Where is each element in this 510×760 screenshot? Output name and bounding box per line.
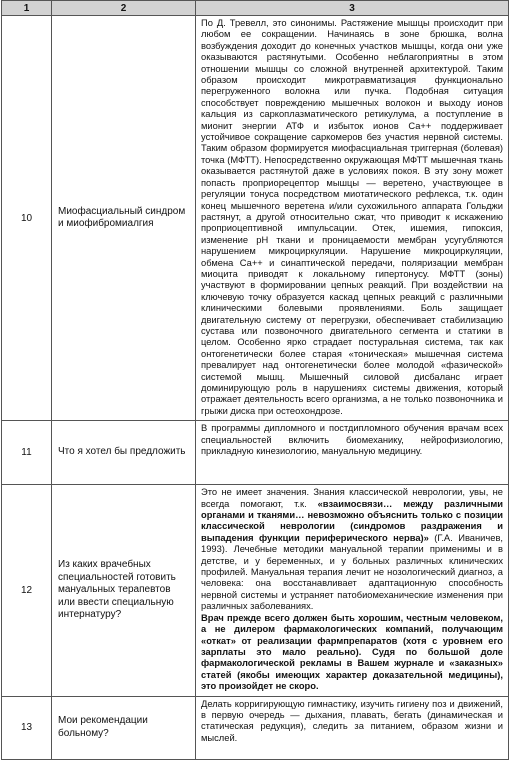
- row-answer: В программы дипломного и постдипломного обучения врачам всех специальностей включить биомеханику, нейрофизиологию, прикладную кинезиологию, мануальную медицину.: [196, 421, 509, 485]
- row-question: Миофасциальный синдром и миофибромиалгия: [52, 16, 196, 421]
- row-question: Что я хотел бы предложить: [52, 421, 196, 485]
- row-answer: По Д. Тревелл, это синонимы. Растяжение мышцы происходит при любом ее сокращении. Начинаясь в зоне брюшка, волна возбуждения доходит до конечных участков мышцы, когда они уже оказываются растянутыми. Особенно неблагоприятны в этом отношении мышцы со сложной внутренней архитектурой. Таким образом происходит микротравматизация функционально перегруженного волокна или пучка. Подобная ситуация способствует повреждению мышечных волокон и выходу ионов кальция из саркоплазматического ретикулума, а поступление в мионит энергии АТФ и избыток ионов Са++ поддерживает устойчивое сокращение саркомеров без участия нервной системы. Таким образом формируется миофасциальная триггерная (болевая) точка (МФТТ). Непосредственно окружающая МФТТ мышечная ткань оказывается растянутой даже в условиях покоя. В эту зону может попасть проприорецептор мышцы — веретено, участвующее в регуляции тонуса посредством миотатического рефлекса, т.к. один конец мышечного веретена и/или сухожильного аппарата Гольджи растянут, а другой относительно сжат, что приводит к искажению проприоцептивной импульсации. Отек, ишемия, гипоксия, изменение рН ткани и проницаемости мембран усугубляются нарушением микроциркуляции. Нарушение микроциркуляции, обмена Са++ и синаптической передачи, поляризации мембран миоцита приводят к локальному гипертонусу. МФТТ (зоны) участвуют в формировании цепных реакций. При воздействии на ключевую точку образуется каскад цепных реакций с различными клиническими болевыми проявлениями. Боль защищает двигательную систему от перегрузки, обеспечивает стабилизацию сустава или позвоночного двигательного сегмента и статики в целом. Особенно ярко страдает постуральная система, так как онтогенетически более старая «тоническая» мышечная система превалирует над онтогенетически более молодой «фазической» системой мышц. Мышечный силовой дисбаланс играет доминирующую роль в нарушениях системы движения, который отражает деятельность всего организма, а не только позвоночника и грыжи диска при остеохондрозе.: [196, 16, 509, 421]
- header-row: [2, 1, 509, 16]
- header-col-3: 3: [196, 1, 509, 16]
- row-number: 12: [2, 485, 52, 696]
- row-number: 11: [2, 421, 52, 485]
- row-number: 10: [2, 16, 52, 421]
- table-row: [2, 485, 509, 696]
- row-number: 13: [2, 696, 52, 759]
- table-row: [2, 421, 509, 485]
- row-answer: [196, 485, 509, 696]
- answer-bold-text: Врач прежде всего должен быть хорошим, честным человеком, а не дилером фармакологических компаний, получающим «откат» от реализации фармпрепаратов (хотя с уровнем его зарплаты это мало реально). Судя по большой доле фармакологической рекламы в Вашем журнале и «заказных» статей (якобы имеющих характер доказательной медицины), это произойдет не скоро.: [201, 612, 503, 692]
- qa-table: [1, 0, 509, 760]
- row-answer: Делать корригирующую гимнастику, изучить гигиену поз и движений, в первую очередь — дыхания, плавать, бегать (динамическая и статическая редукция), следить за питанием, образом жизни и мыслей.: [196, 696, 509, 759]
- header-col-1: 1: [2, 1, 52, 16]
- table-row: [2, 696, 509, 759]
- header-col-2: 2: [52, 1, 196, 16]
- answer-text: Это не имеет значения. Знания классической неврологии, увы, не всегда помогают, т.к.: [201, 487, 503, 509]
- row-question: Из каких врачебных специальностей готовить мануальных терапевтов или ввести специальную интернатуру?: [52, 485, 196, 696]
- answer-paragraph: [201, 487, 503, 612]
- row-question: Мои рекомендации больному?: [52, 696, 196, 759]
- table-row: [2, 16, 509, 421]
- answer-text: (Г.А. Иваничев, 1993). Лечебные методики мануальной терапии применимы и в детстве, и у беременных, и у больных различных клинических профилей. Мануальная терапия лечит не нозологический диагноз, а человека: она восстанавливает адаптационную способность нервной системы и устраняет патобиомеханические изменения при различных заболеваниях.: [201, 532, 504, 612]
- answer-paragraph: [201, 613, 503, 693]
- answer-quote: «взаимосвязи… между различными органами и тканями… невозможно объяснить только с позиции классической неврологии (синдромов раздражения и выпадения функции периферического нерва)»: [201, 498, 504, 543]
